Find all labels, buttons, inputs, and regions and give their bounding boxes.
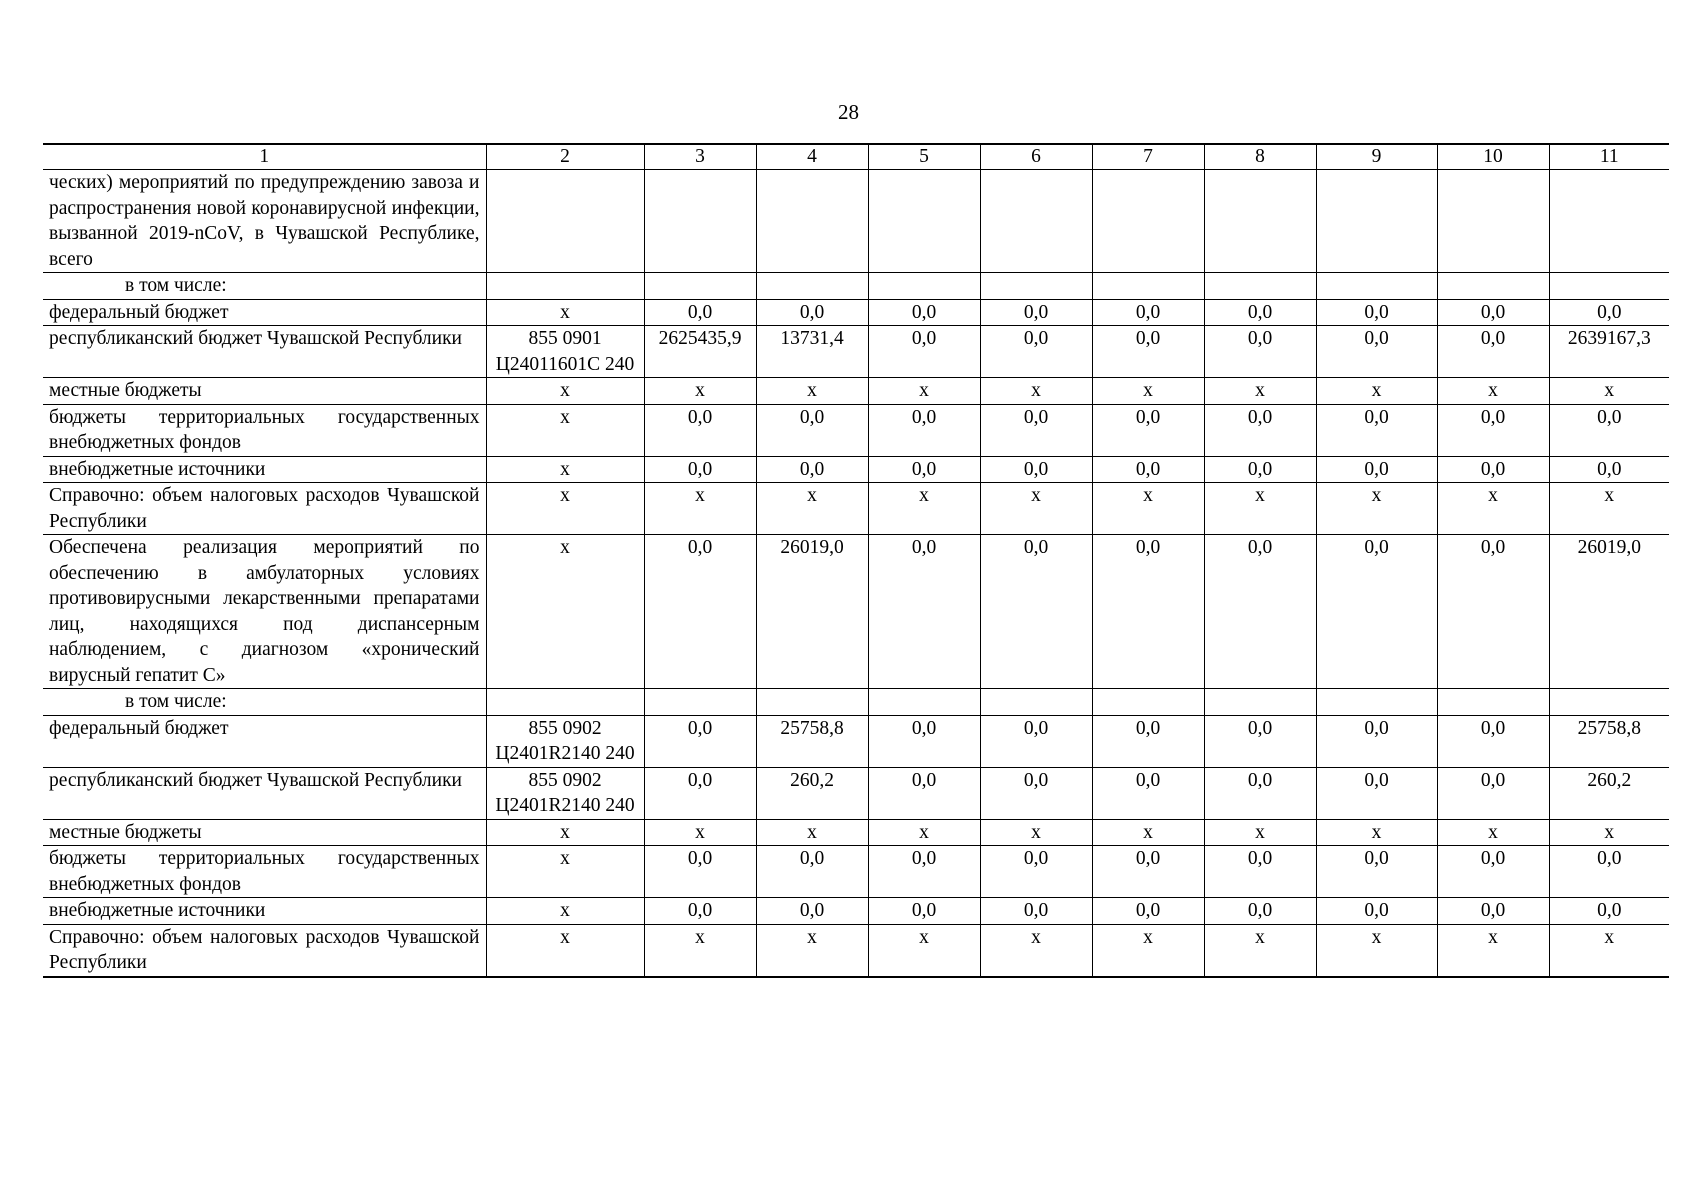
value-cell: x <box>1204 924 1316 977</box>
value-cell <box>644 170 756 273</box>
value-cell: 0,0 <box>644 767 756 819</box>
budget-code-cell: x <box>486 456 644 483</box>
value-cell: 0,0 <box>980 535 1092 689</box>
table-row <box>43 689 1669 716</box>
row-label: бюджеты территориальных государственных внебюджетных фондов <box>43 846 486 898</box>
row-label: местные бюджеты <box>43 378 486 405</box>
value-cell: 0,0 <box>868 846 980 898</box>
header-cell: 9 <box>1316 144 1437 170</box>
value-cell: 25758,8 <box>756 715 868 767</box>
value-cell: x <box>1316 378 1437 405</box>
value-cell: 0,0 <box>1204 846 1316 898</box>
value-cell: x <box>1549 819 1669 846</box>
value-cell: 0,0 <box>980 456 1092 483</box>
budget-code-cell: x <box>486 898 644 925</box>
value-cell: 0,0 <box>1204 404 1316 456</box>
page-number: 28 <box>838 100 859 124</box>
value-cell: 0,0 <box>1092 715 1204 767</box>
budget-code-cell: x <box>486 819 644 846</box>
value-cell <box>1092 689 1204 716</box>
value-cell: x <box>756 924 868 977</box>
value-cell <box>756 170 868 273</box>
budget-code-cell <box>486 273 644 300</box>
value-cell <box>644 273 756 300</box>
row-label: республиканский бюджет Чувашской Республики <box>43 767 486 819</box>
value-cell <box>1204 273 1316 300</box>
value-cell: 0,0 <box>1316 846 1437 898</box>
value-cell: 0,0 <box>1437 767 1549 819</box>
value-cell: 0,0 <box>644 846 756 898</box>
value-cell: 0,0 <box>1316 715 1437 767</box>
value-cell: 0,0 <box>1316 898 1437 925</box>
value-cell: 0,0 <box>980 898 1092 925</box>
value-cell: 0,0 <box>1437 456 1549 483</box>
value-cell <box>1549 170 1669 273</box>
table-row <box>43 924 1669 977</box>
value-cell: 0,0 <box>1316 535 1437 689</box>
value-cell: x <box>756 378 868 405</box>
value-cell: 0,0 <box>1316 299 1437 326</box>
value-cell: x <box>980 819 1092 846</box>
value-cell: 0,0 <box>868 404 980 456</box>
table-row <box>43 898 1669 925</box>
value-cell: 0,0 <box>980 846 1092 898</box>
value-cell: x <box>756 819 868 846</box>
value-cell: 0,0 <box>1316 404 1437 456</box>
value-cell: 0,0 <box>980 326 1092 378</box>
value-cell: x <box>980 378 1092 405</box>
table-row <box>43 535 1669 689</box>
value-cell: 2625435,9 <box>644 326 756 378</box>
table-row <box>43 404 1669 456</box>
table-row <box>43 767 1669 819</box>
value-cell: x <box>1437 483 1549 535</box>
value-cell: 0,0 <box>1204 535 1316 689</box>
value-cell: 0,0 <box>1204 299 1316 326</box>
value-cell: 0,0 <box>644 404 756 456</box>
budget-code-cell: x <box>486 378 644 405</box>
budget-code-cell: 855 0902 Ц2401R2140 240 <box>486 767 644 819</box>
value-cell: 0,0 <box>868 767 980 819</box>
value-cell: x <box>980 483 1092 535</box>
value-cell <box>1437 170 1549 273</box>
value-cell: 0,0 <box>1549 456 1669 483</box>
row-label: ческих) мероприятий по предупреждению завоза и распространения новой коронавирусной инфекции, вызванной 2019-nCoV, в Чувашской Республике, всего <box>43 170 486 273</box>
header-cell: 7 <box>1092 144 1204 170</box>
value-cell: 0,0 <box>1437 299 1549 326</box>
value-cell: x <box>644 483 756 535</box>
table-row <box>43 378 1669 405</box>
value-cell: x <box>1316 924 1437 977</box>
row-label: республиканский бюджет Чувашской Республики <box>43 326 486 378</box>
value-cell: 0,0 <box>868 898 980 925</box>
value-cell <box>1204 689 1316 716</box>
table-row <box>43 299 1669 326</box>
row-label: бюджеты территориальных государственных внебюджетных фондов <box>43 404 486 456</box>
value-cell <box>868 273 980 300</box>
value-cell: x <box>1092 483 1204 535</box>
header-cell: 4 <box>756 144 868 170</box>
value-cell: 0,0 <box>1204 715 1316 767</box>
value-cell: 0,0 <box>1316 456 1437 483</box>
value-cell: 0,0 <box>756 846 868 898</box>
value-cell <box>1092 170 1204 273</box>
value-cell: x <box>644 819 756 846</box>
value-cell <box>1204 170 1316 273</box>
value-cell: 0,0 <box>1549 299 1669 326</box>
value-cell: 0,0 <box>980 404 1092 456</box>
value-cell: 13731,4 <box>756 326 868 378</box>
value-cell: x <box>1092 924 1204 977</box>
value-cell: 0,0 <box>1437 535 1549 689</box>
value-cell: 0,0 <box>1549 846 1669 898</box>
budget-code-cell: x <box>486 299 644 326</box>
value-cell: 0,0 <box>644 535 756 689</box>
value-cell <box>1437 689 1549 716</box>
value-cell <box>868 689 980 716</box>
value-cell: 0,0 <box>1437 404 1549 456</box>
budget-code-cell: x <box>486 846 644 898</box>
value-cell <box>756 273 868 300</box>
budget-code-cell: x <box>486 924 644 977</box>
value-cell: 0,0 <box>756 404 868 456</box>
value-cell: x <box>868 819 980 846</box>
value-cell: x <box>1437 378 1549 405</box>
value-cell <box>1549 273 1669 300</box>
budget-code-cell <box>486 689 644 716</box>
value-cell: x <box>1316 819 1437 846</box>
value-cell: 0,0 <box>1549 898 1669 925</box>
value-cell: 0,0 <box>1437 715 1549 767</box>
value-cell: 0,0 <box>1316 767 1437 819</box>
value-cell: 0,0 <box>868 456 980 483</box>
header-cell: 1 <box>43 144 486 170</box>
value-cell: 0,0 <box>1204 456 1316 483</box>
value-cell <box>1316 273 1437 300</box>
value-cell: 0,0 <box>980 715 1092 767</box>
header-cell: 10 <box>1437 144 1549 170</box>
value-cell: 0,0 <box>1437 846 1549 898</box>
row-label: Справочно: объем налоговых расходов Чувашской Республики <box>43 483 486 535</box>
value-cell: 0,0 <box>1092 326 1204 378</box>
budget-code-cell: x <box>486 483 644 535</box>
value-cell: 0,0 <box>756 456 868 483</box>
value-cell: x <box>756 483 868 535</box>
table-row <box>43 483 1669 535</box>
value-cell: 0,0 <box>1316 326 1437 378</box>
table-row <box>43 846 1669 898</box>
value-cell: x <box>1204 819 1316 846</box>
value-cell <box>980 273 1092 300</box>
value-cell: x <box>1437 819 1549 846</box>
value-cell: x <box>868 924 980 977</box>
header-cell: 8 <box>1204 144 1316 170</box>
value-cell: 25758,8 <box>1549 715 1669 767</box>
value-cell: 0,0 <box>1204 767 1316 819</box>
value-cell: x <box>980 924 1092 977</box>
value-cell <box>980 689 1092 716</box>
value-cell: 0,0 <box>1092 404 1204 456</box>
value-cell: x <box>1549 378 1669 405</box>
value-cell: x <box>868 378 980 405</box>
value-cell <box>868 170 980 273</box>
header-cell: 2 <box>486 144 644 170</box>
value-cell: x <box>1204 483 1316 535</box>
value-cell: 0,0 <box>1092 846 1204 898</box>
budget-code-cell: 855 0901 Ц24011601С 240 <box>486 326 644 378</box>
value-cell: 0,0 <box>980 767 1092 819</box>
value-cell: 0,0 <box>1204 326 1316 378</box>
budget-code-cell <box>486 170 644 273</box>
table-row <box>43 170 1669 273</box>
budget-code-cell: 855 0902 Ц2401R2140 240 <box>486 715 644 767</box>
row-label: Обеспечена реализация мероприятий по обеспечению в амбулаторных условиях противовирусными лекарственными препаратами лиц, находящихся под диспансерным наблюдением, с диагнозом «хронический вирусный гепатит С» <box>43 535 486 689</box>
value-cell: 2639167,3 <box>1549 326 1669 378</box>
value-cell <box>1437 273 1549 300</box>
value-cell <box>1549 689 1669 716</box>
header-cell: 6 <box>980 144 1092 170</box>
budget-table <box>43 143 1669 978</box>
value-cell: 0,0 <box>1092 898 1204 925</box>
value-cell: 0,0 <box>1092 535 1204 689</box>
value-cell: x <box>1437 924 1549 977</box>
value-cell <box>1316 170 1437 273</box>
value-cell: 0,0 <box>868 535 980 689</box>
value-cell <box>644 689 756 716</box>
value-cell: 0,0 <box>868 299 980 326</box>
header-cell: 11 <box>1549 144 1669 170</box>
value-cell: x <box>1092 378 1204 405</box>
value-cell: 0,0 <box>644 456 756 483</box>
row-label: внебюджетные источники <box>43 456 486 483</box>
value-cell: 0,0 <box>644 715 756 767</box>
row-label: внебюджетные источники <box>43 898 486 925</box>
value-cell: x <box>1549 483 1669 535</box>
value-cell: 0,0 <box>756 898 868 925</box>
budget-code-cell: x <box>486 404 644 456</box>
header-cell: 5 <box>868 144 980 170</box>
row-label: федеральный бюджет <box>43 299 486 326</box>
value-cell <box>980 170 1092 273</box>
table-row <box>43 456 1669 483</box>
value-cell: x <box>644 378 756 405</box>
row-label: местные бюджеты <box>43 819 486 846</box>
value-cell: x <box>644 924 756 977</box>
value-cell: 0,0 <box>980 299 1092 326</box>
value-cell: 260,2 <box>1549 767 1669 819</box>
row-label: федеральный бюджет <box>43 715 486 767</box>
value-cell: 0,0 <box>756 299 868 326</box>
value-cell: 0,0 <box>644 898 756 925</box>
value-cell: 0,0 <box>1437 898 1549 925</box>
table-row <box>43 715 1669 767</box>
value-cell: x <box>868 483 980 535</box>
value-cell <box>756 689 868 716</box>
value-cell: 0,0 <box>868 326 980 378</box>
value-cell: 26019,0 <box>756 535 868 689</box>
table-header-row <box>43 144 1669 170</box>
value-cell: 0,0 <box>1092 456 1204 483</box>
value-cell: 0,0 <box>868 715 980 767</box>
table-row <box>43 326 1669 378</box>
value-cell <box>1092 273 1204 300</box>
row-label: в том числе: <box>43 689 486 716</box>
value-cell: 260,2 <box>756 767 868 819</box>
value-cell: 0,0 <box>1092 299 1204 326</box>
table-row <box>43 273 1669 300</box>
value-cell: x <box>1316 483 1437 535</box>
header-cell: 3 <box>644 144 756 170</box>
value-cell: 0,0 <box>1549 404 1669 456</box>
budget-code-cell: x <box>486 535 644 689</box>
table-row <box>43 819 1669 846</box>
value-cell: 26019,0 <box>1549 535 1669 689</box>
value-cell: 0,0 <box>1092 767 1204 819</box>
value-cell: x <box>1092 819 1204 846</box>
value-cell: x <box>1549 924 1669 977</box>
value-cell: x <box>1204 378 1316 405</box>
row-label: в том числе: <box>43 273 486 300</box>
row-label: Справочно: объем налоговых расходов Чувашской Республики <box>43 924 486 977</box>
value-cell: 0,0 <box>1204 898 1316 925</box>
value-cell: 0,0 <box>1437 326 1549 378</box>
value-cell <box>1316 689 1437 716</box>
value-cell: 0,0 <box>644 299 756 326</box>
